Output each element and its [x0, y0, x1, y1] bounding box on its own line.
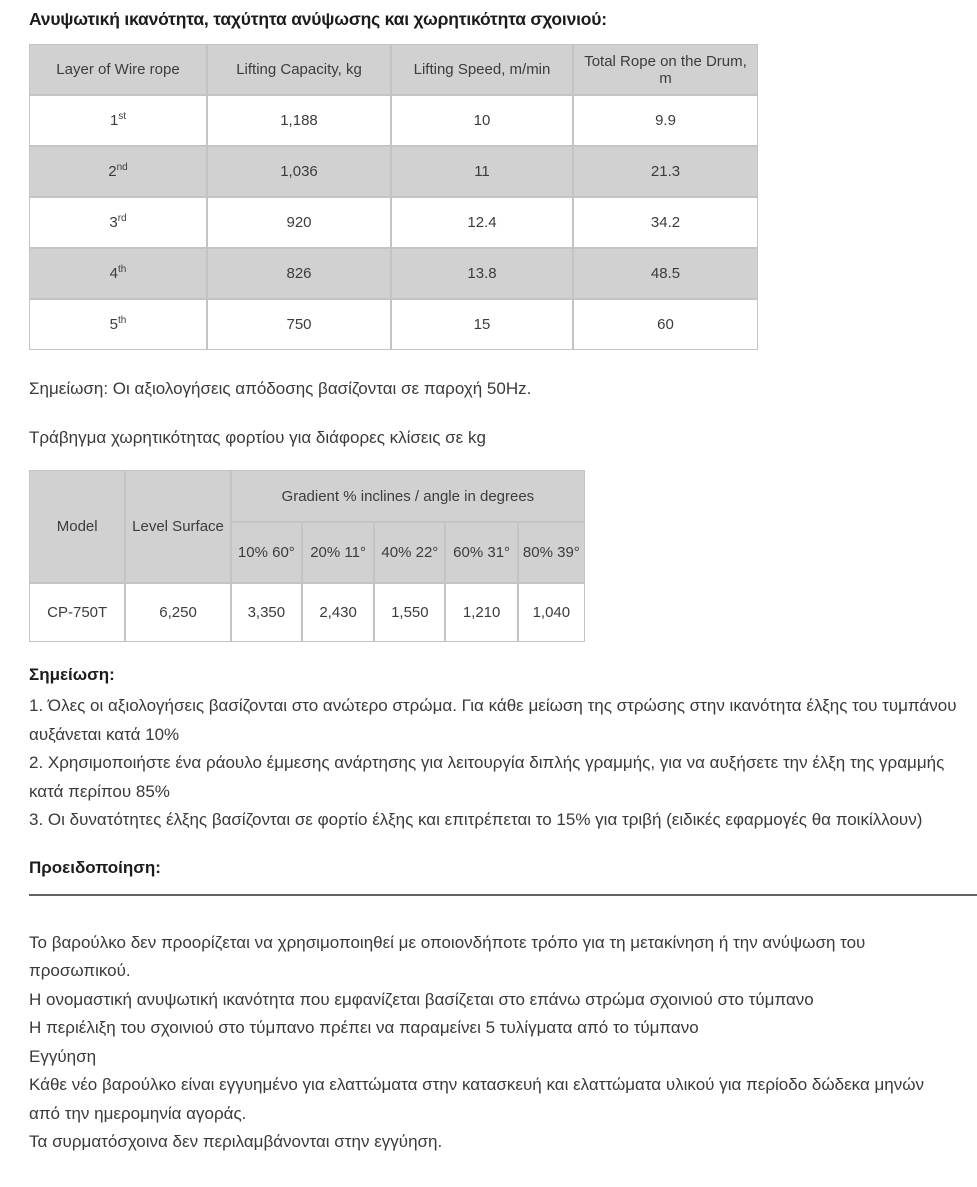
column-header-gradient-60: 60% 31°: [445, 522, 517, 583]
note-item-1: 1. Όλες οι αξιολογήσεις βασίζονται στο ανώτερο στρώμα. Για κάθε μείωση της στρώσης στην ικανότητα έλξης του τυμπάνου αυξάνεται κατά 10%: [29, 696, 957, 744]
column-header-level-surface: Level Surface: [125, 470, 230, 583]
layer-ordinal: nd: [116, 162, 128, 173]
column-header-gradient-10: 10% 60°: [231, 522, 302, 583]
warning-line-6: Τα συρματόσχοινα δεν περιλαμβάνονται στην εγγύηση.: [29, 1132, 443, 1151]
layer-ordinal: st: [118, 111, 127, 122]
capacity-cell: 920: [207, 197, 391, 248]
column-header-capacity: Lifting Capacity, kg: [207, 44, 391, 95]
rope-cell: 9.9: [573, 95, 758, 146]
gradient-value-cell: 3,350: [231, 583, 302, 642]
model-cell: CP-750T: [29, 583, 125, 642]
layer-ordinal: th: [118, 315, 127, 326]
speed-cell: 10: [391, 95, 573, 146]
note-item-3: 3. Οι δυνατότητες έλξης βασίζονται σε φορτίο έλξης και επιτρέπεται το 15% για τριβή (ειδικές εφαρμογές θα ποικίλλουν): [29, 810, 923, 829]
warning-line-1: Το βαρούλκο δεν προορίζεται να χρησιμοποιηθεί με οποιονδήποτε τρόπο για τη μετακίνηση ή την ανύψωση του προσωπικού.: [29, 932, 866, 980]
warning-line-4: Εγγύηση: [29, 1046, 97, 1066]
column-header-gradient-80: 80% 39°: [518, 522, 585, 583]
column-header-model: Model: [29, 470, 125, 583]
note-item-2: 2. Χρησιμοποιήστε ένα ράουλο έμμεσης ανάρτησης για λειτουργία διπλής γραμμής, για να αυξήσετε την έλξη της γραμμής κατά περίπου 85%: [29, 753, 945, 801]
rope-cell: 48.5: [573, 248, 758, 299]
warning-line-2: Η ονομαστική ανυψωτική ικανότητα που εμφανίζεται βασίζεται στο επάνω στρώμα σχοινιού στο τύμπανο: [29, 989, 814, 1009]
capacity-table-header-row: [29, 44, 758, 95]
column-header-gradient-40: 40% 22°: [374, 522, 445, 583]
layer-number: 3: [109, 214, 118, 231]
table-row: [29, 583, 585, 642]
gradient-header-row-top: [29, 470, 585, 522]
table-row: [29, 299, 758, 350]
table-row: [29, 95, 758, 146]
capacity-table: [29, 44, 758, 350]
speed-cell: 15: [391, 299, 573, 350]
capacity-cell: 1,188: [207, 95, 391, 146]
layer-ordinal: rd: [117, 213, 127, 224]
gradient-table: [29, 470, 585, 642]
table-row: [29, 248, 758, 299]
layer-number: 1: [109, 112, 119, 129]
layer-number: 4: [109, 265, 118, 282]
column-header-gradient-20: 20% 11°: [302, 522, 374, 583]
gradient-value-cell: 1,210: [445, 583, 517, 642]
column-header-speed: Lifting Speed, m/min: [391, 44, 573, 95]
level-surface-cell: 6,250: [125, 583, 230, 642]
layer-ordinal: th: [118, 264, 127, 275]
gradient-intro: Τράβηγμα χωρητικότητας φορτίου για διάφορες κλίσεις σε kg: [29, 428, 486, 447]
table-row: [29, 146, 758, 197]
warning-heading: Προειδοποίηση:: [29, 857, 161, 877]
gradient-value-cell: 2,430: [302, 583, 374, 642]
note-50hz: Σημείωση: Οι αξιολογήσεις απόδοσης βασίζονται σε παροχή 50Hz.: [29, 379, 532, 398]
layer-cell: [29, 146, 207, 197]
gradient-value-cell: 1,040: [518, 583, 585, 642]
speed-cell: 13.8: [391, 248, 573, 299]
layer-cell: [29, 299, 207, 350]
warning-line-3: Η περιέλιξη του σχοινιού στο τύμπανο πρέπει να παραμείνει 5 τυλίγματα από το τύμπανο: [29, 1018, 699, 1037]
capacity-cell: 750: [207, 299, 391, 350]
speed-cell: 12.4: [391, 197, 573, 248]
layer-cell: [29, 197, 207, 248]
layer-number: 2: [108, 163, 117, 180]
rope-cell: 34.2: [573, 197, 758, 248]
warning-text: [29, 929, 977, 1157]
speed-cell: 11: [391, 146, 573, 197]
warning-divider: [29, 894, 977, 896]
warning-line-5: Κάθε νέο βαρούλκο είναι εγγυημένο για ελαττώματα στην κατασκευή και ελαττώματα υλικού για περίοδο δώδεκα μηνών από την ημερομηνία αγοράς.: [29, 1075, 925, 1123]
rope-cell: 60: [573, 299, 758, 350]
notes-list: [29, 692, 977, 835]
capacity-cell: 826: [207, 248, 391, 299]
capacity-cell: 1,036: [207, 146, 391, 197]
layer-cell: [29, 248, 207, 299]
column-header-rope: Total Rope on the Drum, m: [573, 44, 758, 95]
page-title: Ανυψωτική ικανότητα, ταχύτητα ανύψωσης και χωρητικότητα σχοινιού:: [29, 9, 607, 29]
rope-cell: 21.3: [573, 146, 758, 197]
layer-number: 5: [109, 316, 118, 333]
column-header-layer: Layer of Wire rope: [29, 44, 207, 95]
table-row: [29, 197, 758, 248]
notes-heading: Σημείωση:: [29, 665, 115, 684]
gradient-value-cell: 1,550: [374, 583, 445, 642]
column-header-gradient-group: Gradient % inclines / angle in degrees: [231, 470, 585, 522]
layer-cell: [29, 95, 207, 146]
